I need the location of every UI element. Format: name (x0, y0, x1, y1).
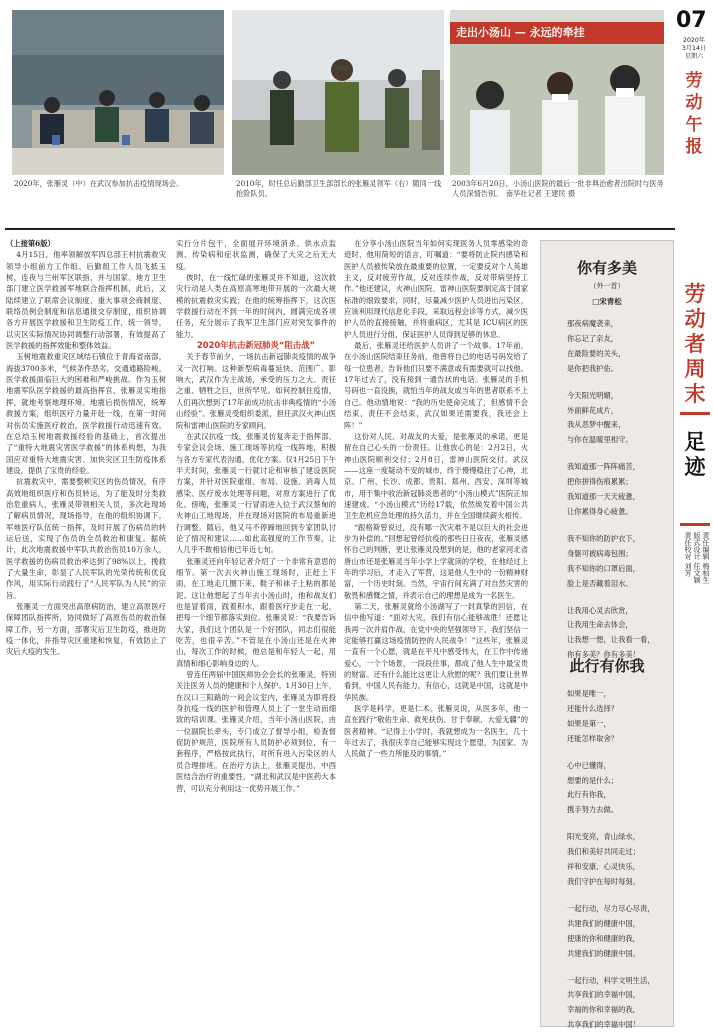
poem2-body (567, 687, 671, 1033)
section-title: 劳 动 者 周 末 (684, 282, 706, 406)
paragraph: 彼时，在一线忙碌的张雁灵并不知道，这次救灾行动是人类在高原高寒地带开展的一次最大规模的抗震救灾实践；在他的统筹指挥下，这次医学救援行动在不到一年的时间内，圆满完成各项任务，充分展示了我军卫生部门应对突发事件的能力。 (176, 273, 336, 339)
banner-text: 走出小汤山 — 永远的牵挂 (456, 26, 585, 39)
paragraph: 4月15日，他率领解放军四总部王村抗震救灾领导小组前方工作组、后勤组工作人员飞抵玉树，连夜与兰州军区联指，并与国家、地方卫生部门建立医学救援军地联合指挥机制，此后，又陆续建立了联席会议制度、重大事项会商制度、联络员例会制度和信息通报交存制度，组织协调各方开展医学救援和卫生防疫工作，统一领导，以灾区实际情况协同调整行动部署，有效提高了医学救援的指挥效能和整体效益。 (6, 250, 166, 351)
poem-line: 幸福的你和幸福的我， (567, 1005, 640, 1015)
paragraph: 这份对人民、对战友的大爱，是张雁灵的承诺，更是留在自己心头的一份责任。让他放心的是：2月2日，火神山医院顺利交付；2月8日，雷神山医院交付。武汉——这座一度疑动不安的城市，终于慢慢稳住了心神，北京、广州、长沙、成都、贵阳、郑州、西安、深圳等城市，用于集中收治新冠肺炎患者的“小汤山模式”医院正加速建成。“小汤山模式”历经17载，依然焕发着中国公共卫生危机应急处理的持久活力，并在全国继续薪火相传。 (344, 431, 528, 521)
date-day: 3月14日 (681, 45, 707, 52)
logo-char: 午 (685, 115, 703, 135)
poem-line: 共建我们的健康中国。 (567, 948, 640, 958)
poem-line: 此行有你我， (567, 790, 611, 800)
header-divider (5, 228, 675, 230)
poem-line: 外面鲜花成片， (567, 405, 619, 415)
poem-line: 如果是第一， (567, 718, 611, 728)
poem-line: 还能什么选择？ (567, 703, 619, 713)
poem1-title: 你有多美 (576, 259, 637, 277)
paragraph: 抗震救灾中，需要整顿灾区的伤员情况，有序高效地组织医疗和伤员转运，为了能及时分类救治危重病人，张雁灵带领相关人员，多次赴现场了解病员情况，现场指导，在他的组织协调下，军地医疗队伍统一指挥，及时开展了伤病员的转运后送，实现了伤员的全员救治和康复。据统计，此次地震救援中军队共救治伤员10万余人，医学救援的伤病员救治率达到了98%以上，挽救了大量生命，彰显了人民军队的光荣传统和优良作风，用实际行动践行了“人民军队为人民”的宗旨。 (6, 477, 166, 600)
paragraph: 在武汉抗疫一线，张雁灵仿复奔走于指挥部、专家会议会场、施工现场等抗疫一线阵地，积极与各方专家代表沟通、优化方案。仅1月25日下午半天时间，张雁灵一行就讨论和审核了建设医院方案，并针对医院重组、布局、设施、消毒人员感染、医疗废水处理等问题，对原方案进行了优化。傍晚，张雁灵一行冒雨进入位于武汉蔡甸的火神山工地现场，并在现场对医院的布局重新进行调整。随后，他又马不停蹄地回到专家团队讨论了情况和建议……如此高强度的工作节奏，让人几乎不敢相信他已年近七旬。 (176, 431, 336, 555)
article-column-2 (176, 238, 336, 1026)
photo-meeting (12, 10, 224, 175)
date-weekday: 星期六 (684, 53, 704, 60)
poem-line: 共享我们的幸福中国， (567, 990, 640, 1000)
logo-char: 报 (685, 137, 703, 157)
paragraph: 第二天，张雁灵就给小汤湖写了一封真挚的回信，在信中他写道：“面对大灾，我们有信心能够战胜！还愿让我再一次并肩作战，在党中央的坚强领导下，我们坚信一定能够打赢这场疫情防控的人民战争！”这些年，张雁灵一直有一个心愿，就是在平凡中感受伟大，在工作中传递爱心，一个个场景，一段段往事，都成了他人生中最宝贵的财富。还有什么能比这更让人欣慰的呢？我们要让世界看到，中国人民有能力，有信心，这就是中国，这就是中华民族。 (344, 602, 528, 702)
paragraph: 最后，张雁灵还给医护人员讲了一个故事。17年前，在小汤山医院结束任务前，他曾将自己的电话号码发给了每一位患者，告诉他们只要不满意或有需要就可以找他。17年过去了，没有接到一通告状的电话。张雁灵的手机号码也一直没换，就怕当年的战友或当年的患者联系不上自己。他动情地说：“我的历史使命完成了，但感情不会结束，责任不会结束，武汉如果还需要我，我还会上阵！” (344, 341, 528, 430)
poem-line: 你忘记了亲友， (567, 333, 619, 343)
paragraph: “跟格斯曾说过，没有哪一次灾难不是以巨大的社会进步为补偿的。”回想起曾经抗疫的那些日日夜夜，张雁灵感怀自己的判断，更让张雁灵没想到的是，他的老家河北省唐山市还是张雁灵当年小学上学就读的学校，在他经过上年的学习后，才走入了军营，这是他人生中的一份精神财富，一个历史时刻。当然，宇宙行间充满了对自然灾害的敬畏和感慨之情，并表示自己的理想是成为一名医生。 (344, 522, 528, 600)
paragraph: 玉树地震救重灾区域结石镇位于青海省南部，海拔3700多米，气候条件恶劣，交通通路险峻，医学救援面临巨大的困难和严峻挑战。作为玉树地震军队医学救援的最高指挥官，张雁灵实地指挥，就地考察地理环境、地震后损伤情况，统筹救援方案，组织医疗力量开赴一线，在第一时间对伤员实施医疗救治，医学救援行动迅速有效。在总结玉树地震救援经验的基础上，首次提出了“重特大地震灾害医学救援”的体系构想，为我国应对重特大地震灾害、加快灾区卫生防疫体系建设，提供了宝贵的经验。 (6, 352, 166, 475)
paragraph: 张雁灵还向年轻记者介绍了一个非常有意思的细节。第一次去火神山施工现场时，正赶上下雨，在工地走几圈下来，鞋子和袜子上粘的都是泥。这让他想起了当年去小汤山时，他和战友们也是冒着雨，践着积水，跟着医疗步走在一起，把每一个细节都落实到位。张雁灵说：“我要告诉大家，我们这个团队是一个好团队，同志们很能吃苦，也很辛苦。”不管是在小汤山还是在火神山，每次工作的时候，他总是和年轻人一起，用真情和细心影响身边的人。 (176, 556, 336, 668)
poem-line: 携手努力去做。 (567, 805, 619, 815)
poem-line: 让我用心灵去欣赏， (567, 605, 633, 615)
poem-line: 想要的是什么； (567, 775, 619, 785)
article-column-1 (6, 238, 166, 1026)
poem-line: 今天阳光明媚， (567, 390, 619, 400)
poem-line: 身躯可被病毒包围； (567, 548, 633, 558)
poem-line: 我不知你的防护衣下， (567, 533, 640, 543)
poem-line: 祥和安康、心灵快乐， (567, 862, 640, 872)
photo-caption-2: 2010年，时任总后勤部卫生部部长的张雁灵领军（右）随同一线抢险队员。 (236, 179, 442, 198)
poem-line: 与你在温暖里相守。 (567, 435, 633, 445)
poem-line: 在最险要的关头， (567, 348, 626, 358)
photo-caption-1: 2020年，张雁灵（中）在武汉参加抗击疫情现场会。 (14, 179, 184, 188)
continued-label: （上接第6版） (6, 239, 55, 248)
poem-line: 共建我们的健康中国， (567, 918, 640, 928)
paragraph: 实行分片包干，全面展开环境消杀、供水点监测、传染病和症状监测，确保了大灾之后无大疫。 (176, 239, 336, 271)
poem-line: 那夜病魔袭来， (567, 319, 619, 328)
article-subhead: 2020年抗击新冠肺炎“阻击战” (196, 340, 316, 351)
photo-caption-3: 2003年6月20日，小汤山医院的最后一批非典治愈者出院时与医务人员深情告别。 南华社记者 王建民 摄 (452, 179, 664, 198)
poem1-author: □宋青松 (592, 297, 622, 306)
poem-line: 我知道那一天天疲惫， (567, 492, 640, 502)
poem-sidebar (540, 240, 674, 1030)
logo-char: 劳 (685, 71, 703, 91)
logo-char: 动 (685, 93, 703, 113)
date-year: 2020年 (683, 37, 705, 44)
section-name: 足 迹 (684, 430, 706, 479)
paragraph: 曾连任两届中国医师协会会长的张雁灵，特别关注医务人员的健康和个人保护。1月30日上午，在汉口三阳路的一间会议室内，张雁灵为即将投身抗疫一线的医护和管理人员上了一堂生动而细致的培训课。张雁灵介绍，当年小汤山医院，由一位副院长牵头，专门成立了督导小组，检查督促防护规范，医院所有人员防护必须到位，有一套程序，严格按此执行，对所有进入污染区的人员合理排班。在治疗方法上，张雁灵提出，中西医结合治疗的重要性，“湖北和武汉是中医药大本营，可以充分利用这一优势开展工作。” (176, 670, 336, 793)
paragraph: 医学是科学，更是仁术。张雁灵说，从医多年，他一直在践行“敬佑生命、救死扶伤、甘于奉献、大爱无疆”的医者精神。“记得上小学时，我就想成为一名医生，几十年过去了，我很庆幸自己能够实现这个愿望，为国家、为人民做了一些力所能及的事情。” (344, 704, 528, 759)
poem1-body (567, 317, 671, 663)
paragraph: 张雁灵一方面突出高原病防治，建立高原医疗保障团队指挥所，协同做好了高原伤员的救治保障工作，另一方面，部署灾后卫生防疫，推进防疫一体化，并指导灾区重建和恢复，有效防止了灾后大疫的发生。 (6, 602, 166, 657)
poem-line: 阳光变亮，青山绿水， (567, 832, 640, 842)
photo-xiaotangshan (450, 10, 664, 175)
poem-line: 你有多美？你有多美！ (567, 650, 640, 660)
poem-line: 让我用生命去体会， (567, 620, 633, 630)
poem-line: 我不知你的口罩后面， (567, 563, 640, 573)
newspaper-logo (684, 70, 704, 158)
paragraph: 关于春节前夕，一场抗击新冠肺炎疫情的战争又一次打响。这种新型病毒蔓延快、范围广、影响大，武汉作为主战场，承受的压力之大、责任之重、牺牲之巨，世所罕见。如何控制住疫情，人们再次想到了17年前成功抗击非典疫情的“小汤山经验”。张雁灵受组织委派，担任武汉火神山医院和雷神山医院的专家顾问。 (176, 352, 336, 430)
poem-line: 一起行动，科学文明生活， (567, 975, 655, 985)
poem2-title: 此行有你我 (569, 657, 645, 675)
poem-line: 是你把我护佑。 (567, 363, 619, 373)
poem1-subtitle: （外一首） (589, 282, 625, 290)
poem-line: 一起行动，尽力尽心尽责， (567, 903, 655, 913)
poem-line: 我们和美好共同走过； (567, 847, 640, 857)
poem-line: 让我想一想，让我看一看， (567, 635, 655, 645)
poem-line: 我们守护在每时每刻。 (567, 876, 640, 886)
poem-line: 让你累得身心疲惫。 (567, 506, 633, 516)
poem-line: 还能怎样取舍？ (567, 733, 619, 743)
poem-line: 心中已懂得， (567, 760, 611, 770)
poem-line: 共享我们的幸福中国！ (567, 1020, 640, 1030)
page-number: 07 (676, 8, 707, 33)
poem-line: 我知道那一阵阵痛苦， (567, 462, 640, 472)
photo-site-visit (232, 10, 444, 175)
poem-line: 如果是唯一， (567, 689, 611, 698)
article-column-3 (344, 238, 528, 1026)
poem-line: 脸上是否藏着泪水。 (567, 578, 633, 588)
poem-line: 我从恶梦中醒来， (567, 420, 626, 430)
poem-line: 使康的你和健康的我， (567, 933, 640, 943)
poem-line: 把你拼得伤痕累累； (567, 477, 633, 487)
paragraph: 在分享小汤山医院当年如何实现医务人员零感染的奇迹时，他用简短的语言，叮嘱道：“要将防止院内感染和医护人员被传染放在最重要的位置，一定要反对个人英雄主义，反对疲劳作战，反对连续作战，反对带病坚持工作。”他还建议，火神山医院、雷神山医院要制定高于国家标准的细致要求，同时，尽量减少医护人员进出污染区，应该利用现代信息化手段，采取远程会诊等方式，减少医护人员的直接接触，并将重病区，尤其是 ICU病区的医护人员进行分组，保证医护人员得到足够的休息。 (344, 239, 528, 339)
editor-credits: 责任编辑 梅柏生 版式设计 任文颖 责任校对 刘芳 (684, 532, 710, 584)
